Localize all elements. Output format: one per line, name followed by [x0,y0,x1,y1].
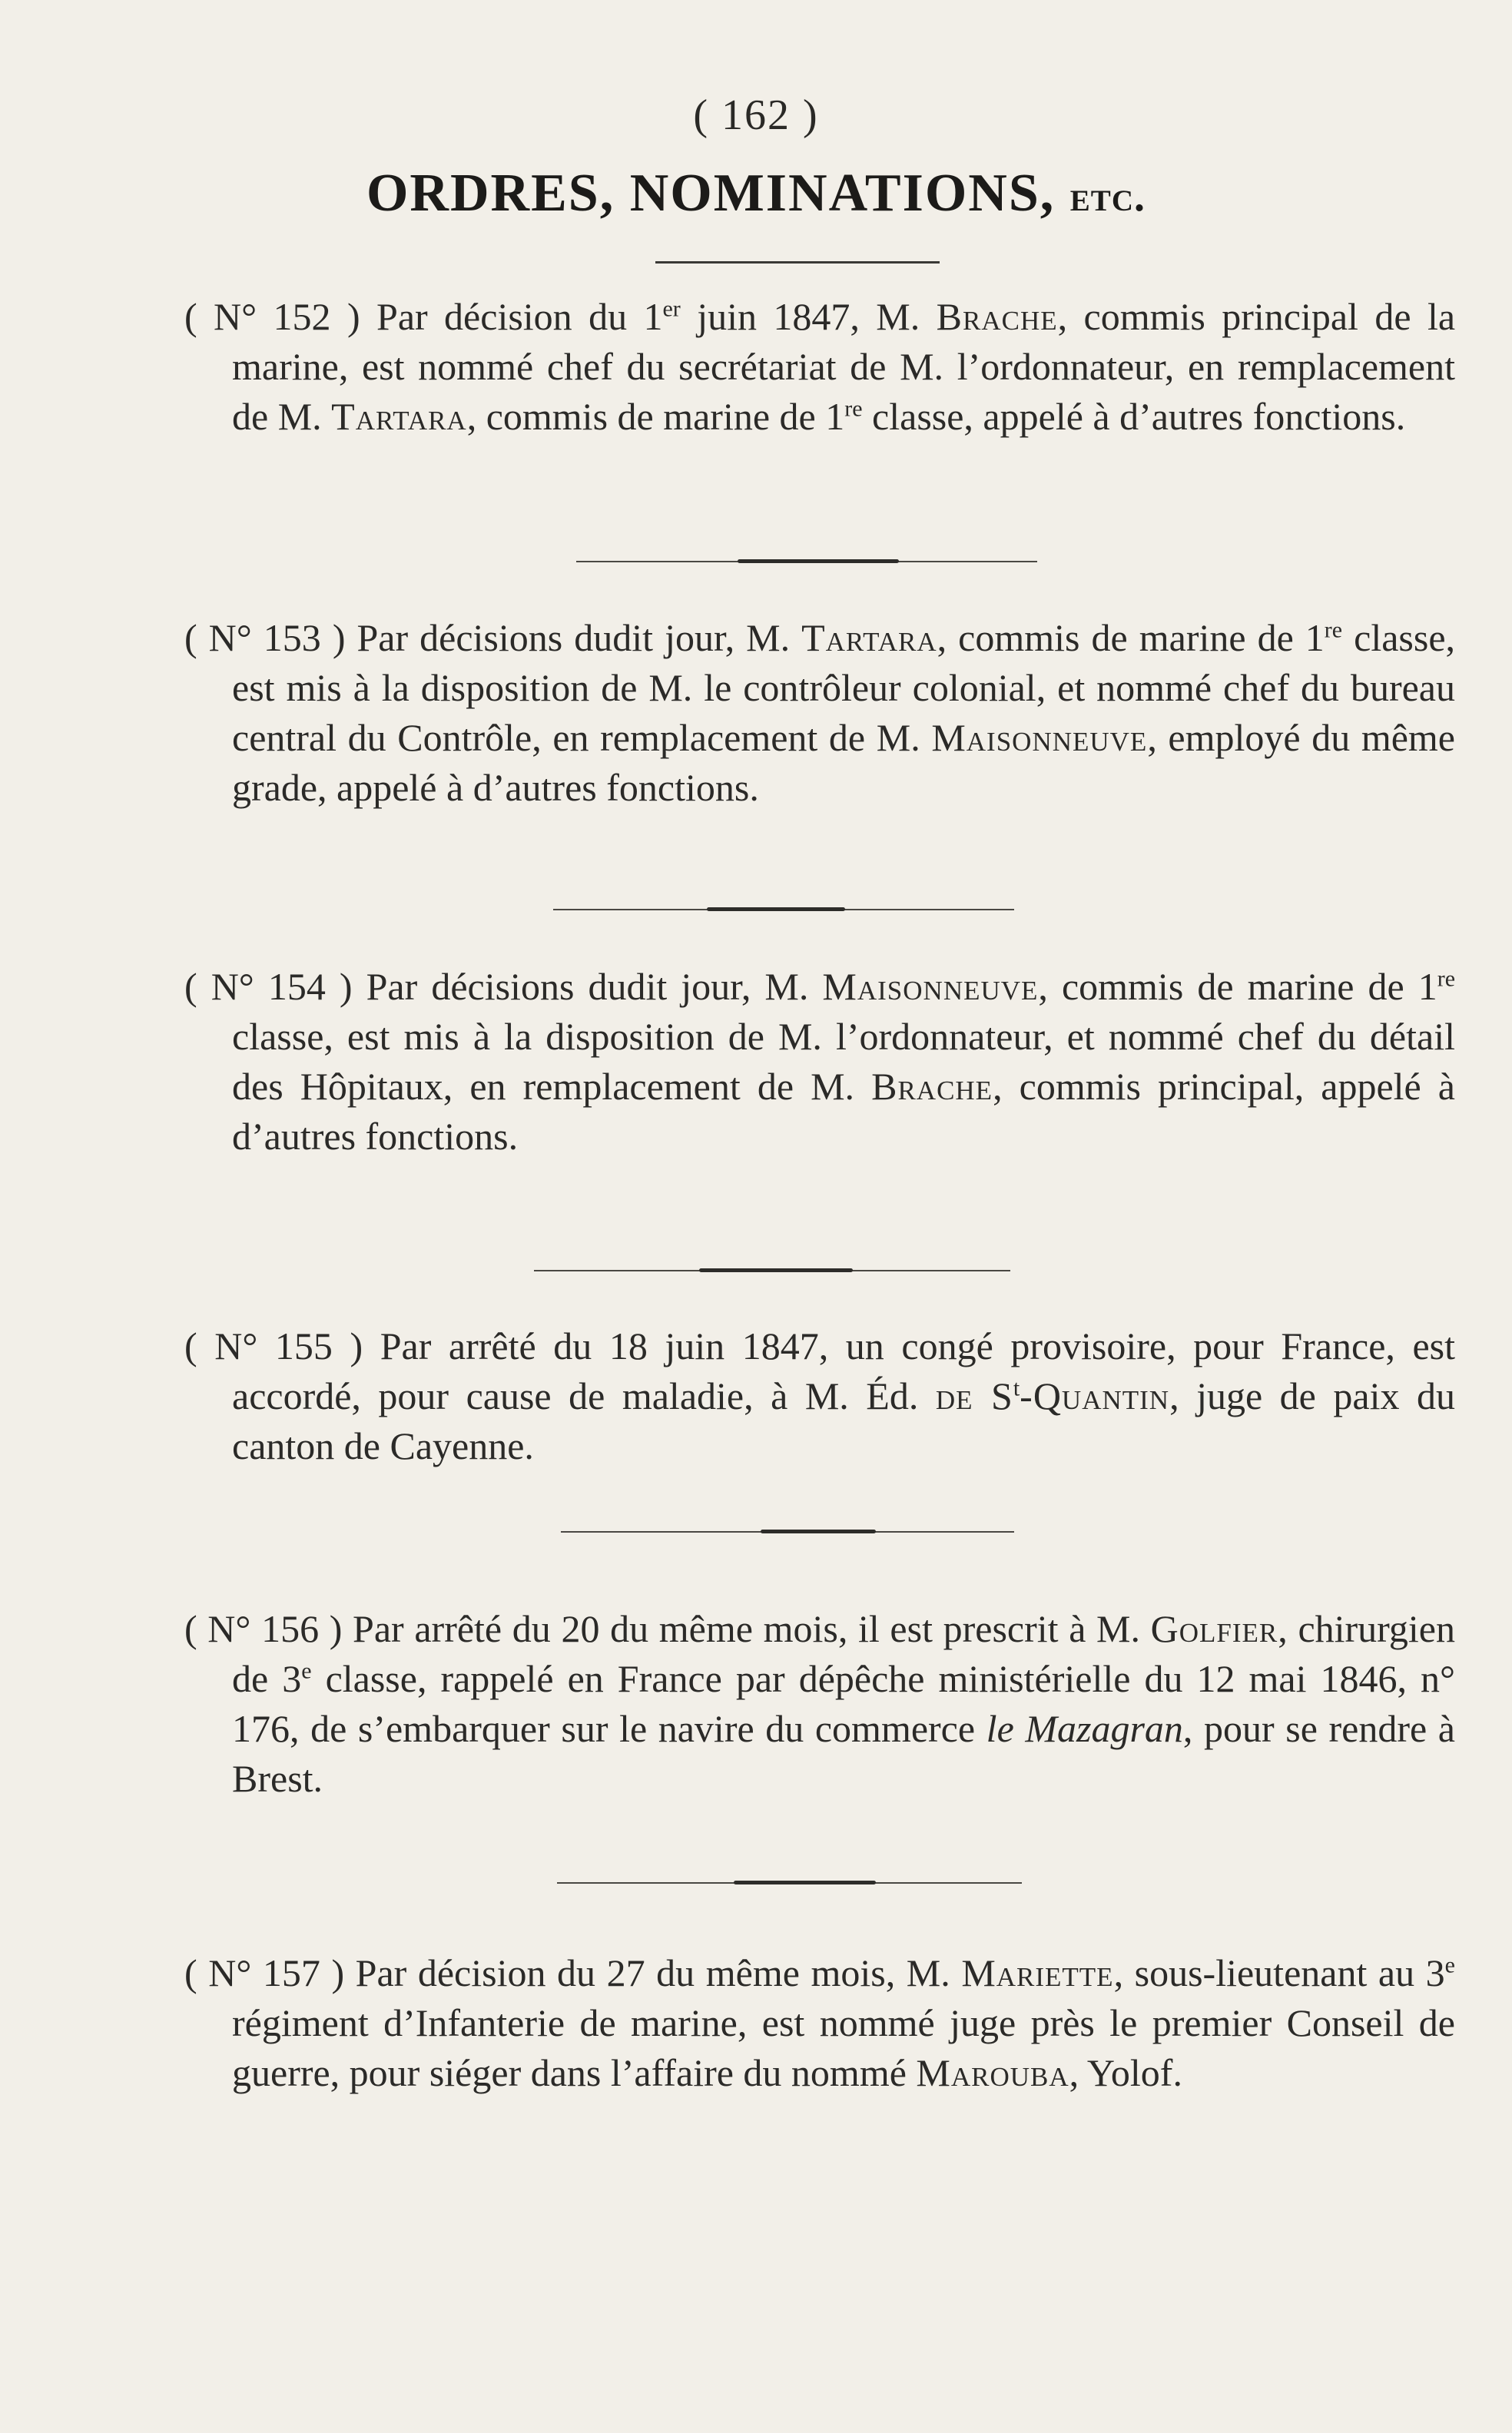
entry-153: ( N° 153 ) Par décisions dudit jour, M. Tartara, commis de marine de 1re classe, est mis à la disposition de M. le contrôleur colonial, et nommé chef du bureau central du Contrôle, en remplacement de M. Maisonneuve, employé du même grade, appelé à d’autres fonctions. [184,616,1456,809]
entry-number: ( N° 157 ) [184,1951,345,1994]
person-name: Maisonneuve [822,965,1039,1008]
entry-number: ( N° 153 ) [184,616,346,659]
entry-number: ( N° 155 ) [184,1324,363,1367]
separator-rule [557,1882,1022,1884]
title-main: ORDRES, NOMINATIONS, [366,164,1056,223]
person-name: Maisonneuve [931,716,1148,759]
separator-rule [553,909,1014,910]
page-number: ( 162 ) [693,91,819,139]
separator-rule [534,1270,1010,1271]
title-etc: etc. [1069,173,1146,220]
entry-155: ( N° 155 ) Par arrêté du 18 juin 1847, un congé provisoire, pour France, est accordé, pour cause de maladie, à M. Éd. de $S^t$-Quantin, juge de paix du canton de Cayenne. [184,1324,1455,1467]
separator-rule [561,1531,1014,1533]
title-rule [655,261,940,264]
person-name: Tartara [801,616,937,659]
person-name: -Quantin [1020,1374,1170,1417]
entry-152: ( N° 152 ) Par décision du 1er juin 1847, M. Brache, commis principal de la marine, est nommé chef du secrétariat de M. l’ordonnateur, en remplacement de M. Tartara, commis de marine de 1re classe, appelé à d’autres fonctions. [184,295,1456,438]
separator-rule [576,561,1037,562]
person-name: Tartara [331,395,467,438]
person-name: Golfier [1150,1607,1278,1650]
person-name: Mariette [961,1951,1114,1994]
entry-number: ( N° 154 ) [184,965,353,1008]
ship-name: le Mazagran [986,1707,1183,1750]
entry-156: ( N° 156 ) Par arrêté du 20 du même mois, il est prescrit à M. Golfier, chirurgien de 3e classe, rappelé en France par dépêche ministérielle du 12 mai 1846, n° 176, de s’embarquer sur le navire du commerce le Mazagran, pour se rendre à Brest. [184,1607,1456,1800]
page-title [0,163,1512,224]
entry-number: ( N° 152 ) [184,295,360,338]
person-name: de S [935,1374,1013,1417]
person-name: Brache [936,295,1058,338]
entry-number: ( N° 156 ) [184,1607,343,1650]
person-name: Brache [871,1065,993,1108]
entry-157: ( N° 157 ) Par décision du 27 du même mois, M. Mariette, sous-lieutenant au 3e régiment d’Infanterie de marine, est nommé juge près le premier Conseil de guerre, pour siéger dans l’affaire du nommé Marouba, Yolof. [184,1951,1455,2094]
person-name: Marouba [916,2051,1069,2094]
entry-154: ( N° 154 ) Par décisions dudit jour, M. Maisonneuve, commis de marine de 1re classe, est mis à la disposition de M. l’ordonnateur, et nommé chef du détail des Hôpitaux, en remplacement de M. Brache, commis principal, appelé à d’autres fonctions. [184,965,1456,1158]
